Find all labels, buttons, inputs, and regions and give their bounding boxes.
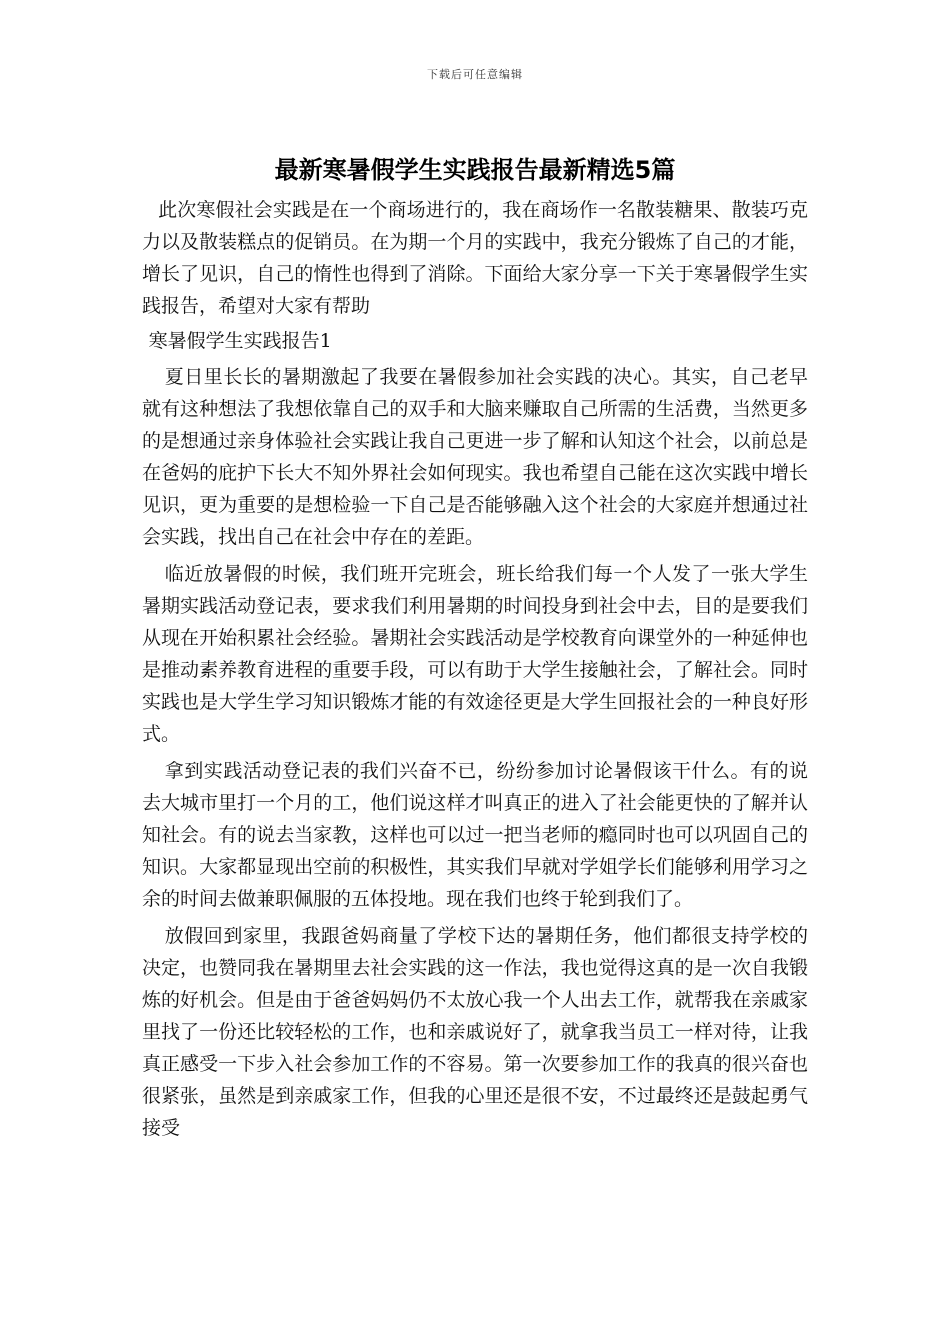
body-paragraph: 拿到实践活动登记表的我们兴奋不已，纷纷参加讨论暑假该干什么。有的说去大城市里打一个月的工，他们说这样才叫真正的进入了社会能更快的了解并认知社会。有的说去当家教，这样也可以过一把当老师的瘾同时也可以巩固自己的知识。大家都显现出空前的积极性，其实我们早就对学姐学长们能够利用学习之余的时间去做兼职佩服的五体投地。现在我们也终于轮到我们了。 (142, 760, 808, 910)
body-paragraph: 夏日里长长的暑期激起了我要在暑假参加社会实践的决心。其实，自己老早就有这种想法了我想依靠自己的双手和大脑来赚取自己所需的生活费，当然更多的是想通过亲身体验社会实践让我自己更进一步了解和认知这个社会，以前总是在爸妈的庇护下长大不知外界社会如何现实。我也希望自己能在这次实践中增长见识，更为重要的是想检验一下自己是否能够融入这个社会的大家庭并想通过社会实践，找出自己在社会中存在的差距。 (142, 366, 808, 548)
section-title: 寒暑假学生实践报告1 (148, 330, 332, 352)
intro-paragraph: 此次寒假社会实践是在一个商场进行的，我在商场作一名散装糖果、散装巧克力以及散装糕点的促销员。在为期一个月的实践中，我充分锻炼了自己的才能，增长了见识，自己的惰性也得到了消除。下面给大家分享一下关于寒暑假学生实践报告，希望对大家有帮助 (142, 199, 808, 317)
header-note: 下载后可任意编辑 (427, 68, 523, 81)
document-body (142, 194, 808, 1144)
document-title: 最新寒暑假学生实践报告最新精选5篇 (274, 156, 676, 184)
body-paragraph: 临近放暑假的时候，我们班开完班会，班长给我们每一个人发了一张大学生暑期实践活动登记表，要求我们利用暑期的时间投身到社会中去，目的是要我们从现在开始积累社会经验。暑期社会实践活动是学校教育向课堂外的一种延伸也是推动素养教育进程的重要手段，可以有助于大学生接触社会，了解社会。同时实践也是大学生学习知识锻炼才能的有效途径更是大学生回报社会的一种良好形式。 (142, 563, 808, 745)
body-paragraph: 放假回到家里，我跟爸妈商量了学校下达的暑期任务，他们都很支持学校的决定，也赞同我在暑期里去社会实践的这一作法，我也觉得这真的是一次自我锻炼的好机会。但是由于爸爸妈妈仍不太放心我一个人出去工作，就帮我在亲戚家里找了一份还比较轻松的工作，也和亲戚说好了，就拿我当员工一样对待，让我真正感受一下步入社会参加工作的不容易。第一次要参加工作的我真的很兴奋也很紧张，虽然是到亲戚家工作，但我的心里还是很不安，不过最终还是鼓起勇气接受 (142, 925, 808, 1139)
